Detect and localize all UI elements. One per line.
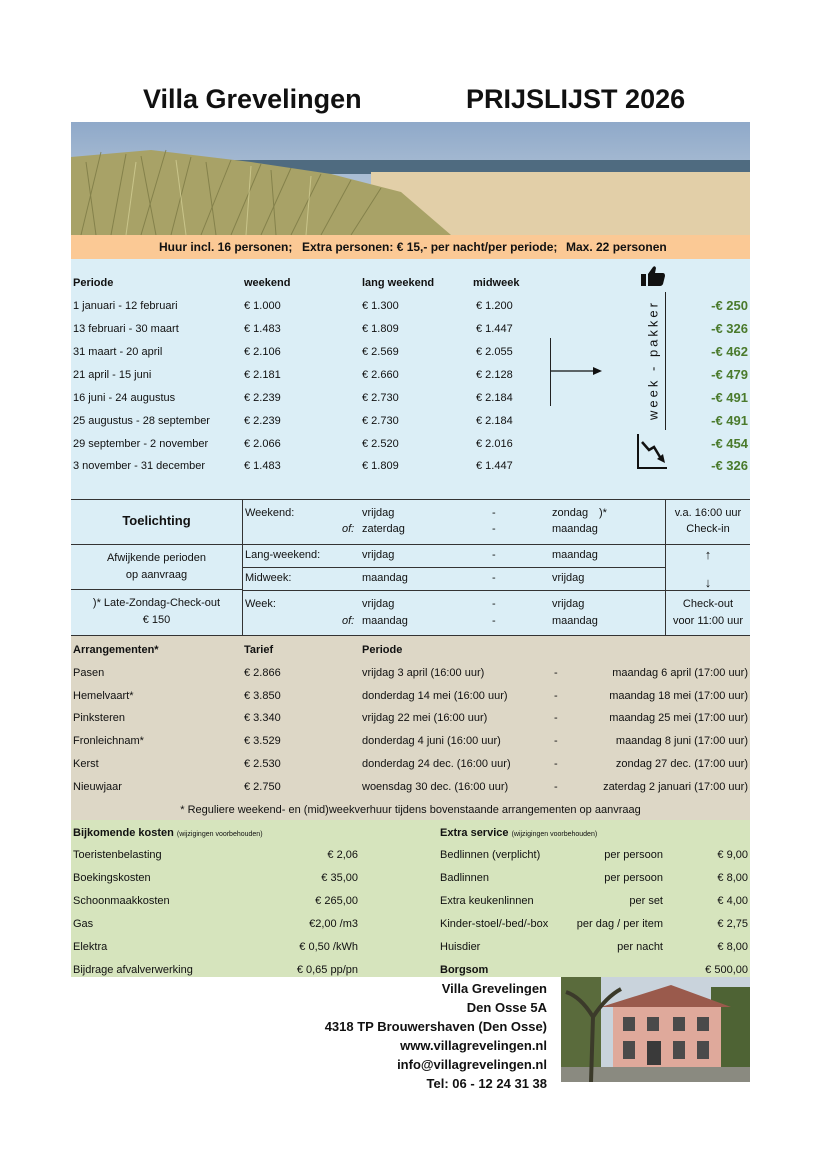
- arrangement-from: donderdag 14 mei (16:00 uur): [362, 690, 508, 702]
- row-weekend-price: € 2.239: [244, 415, 281, 427]
- row-mid-price: € 2.016: [476, 438, 513, 450]
- row-weekend-price: € 2.066: [244, 438, 281, 450]
- price-list-title: PRIJSLIJST 2026: [466, 84, 686, 114]
- service-price: € 8,00: [717, 941, 748, 953]
- late-checkout-marker: )*: [599, 507, 607, 519]
- service-name: Bedlinnen (verplicht): [440, 849, 541, 861]
- week-alt-start: maandag: [362, 615, 408, 627]
- row-discount: -€ 462: [711, 344, 748, 359]
- row-period: 1 januari - 12 februari: [73, 300, 178, 312]
- arrangement-price: € 2.530: [244, 758, 281, 770]
- row-period: 31 maart - 20 april: [73, 346, 163, 358]
- or-label: of:: [342, 523, 355, 535]
- service-name: Extra keukenlinnen: [440, 895, 534, 907]
- arrangement-to: zondag 27 dec. (17:00 uur): [615, 758, 748, 770]
- arrangement-from: donderdag 4 juni (16:00 uur): [362, 735, 501, 747]
- row-weekend-price: € 2.181: [244, 369, 281, 381]
- arrangement-name: Fronleichnam*: [73, 735, 144, 747]
- thumbs-up-icon: [640, 265, 666, 287]
- row-discount: -€ 326: [711, 458, 748, 473]
- weekend-label: Weekend:: [245, 507, 295, 519]
- divider: [71, 499, 750, 500]
- service-unit: per dag / per item: [576, 918, 663, 930]
- col-header-period: Periode: [73, 277, 114, 289]
- dash: -: [492, 507, 496, 519]
- arrow-right-icon: [551, 366, 603, 376]
- trend-down-icon: [636, 432, 668, 470]
- costs-title: Bijkomende kosten: [73, 827, 174, 839]
- week-alt-end: maandag: [552, 615, 598, 627]
- afwijkende-line2: op aanvraag: [125, 569, 188, 581]
- arrangement-name: Kerst: [73, 758, 99, 770]
- row-mid-price: € 1.200: [476, 300, 513, 312]
- service-unit: per persoon: [604, 872, 663, 884]
- row-mid-price: € 2.055: [476, 346, 513, 358]
- divider: [71, 589, 243, 590]
- midweek-label: Midweek:: [245, 572, 292, 584]
- cost-name: Boekingskosten: [73, 872, 151, 884]
- banner-included-persons: Huur incl. 16 personen;: [159, 240, 293, 254]
- toelichting-heading: Toelichting: [122, 513, 191, 528]
- service-price: € 2,75: [717, 918, 748, 930]
- cost-name: Gas: [73, 918, 94, 930]
- weekend-alt-start: zaterdag: [362, 523, 405, 535]
- cost-name: Toeristenbelasting: [73, 849, 162, 861]
- costs-note: (wijzigingen voorbehouden): [176, 831, 263, 838]
- row-long-price: € 1.300: [362, 300, 399, 312]
- checkin-label: Check-in: [686, 523, 730, 535]
- service-title: Extra service: [440, 827, 509, 839]
- arrangement-from: vrijdag 3 april (16:00 uur): [362, 667, 485, 679]
- cost-price: €2,00 /m3: [309, 918, 358, 930]
- week-label: Week:: [245, 598, 276, 610]
- dash: -: [492, 549, 496, 561]
- arrangement-name: Nieuwjaar: [73, 781, 122, 793]
- col-header-tarief: Tarief: [244, 644, 274, 656]
- dash: -: [492, 615, 496, 627]
- row-mid-price: € 1.447: [476, 460, 513, 472]
- cost-price: € 265,00: [315, 895, 358, 907]
- deposit-label: Borgsom: [440, 964, 489, 976]
- dash: -: [554, 735, 558, 747]
- dash: -: [492, 572, 496, 584]
- week-end: vrijdag: [552, 598, 585, 610]
- service-price: € 4,00: [717, 895, 748, 907]
- arrangement-to: maandag 18 mei (17:00 uur): [609, 690, 748, 702]
- checkin-time: v.a. 16:00 uur: [674, 507, 742, 519]
- row-discount: -€ 491: [711, 390, 748, 405]
- service-price: € 8,00: [717, 872, 748, 884]
- dash: -: [554, 758, 558, 770]
- arrangement-to: zaterdag 2 januari (17:00 uur): [603, 781, 748, 793]
- col-header-periode: Periode: [362, 644, 403, 656]
- deposit-price: € 500,00: [705, 964, 748, 976]
- checkout-label: Check-out: [682, 598, 734, 610]
- contact-street: Den Osse 5A: [466, 1000, 547, 1015]
- row-discount: -€ 454: [711, 436, 748, 451]
- divider: [243, 544, 750, 545]
- afwijkende-line1: Afwijkende perioden: [106, 552, 207, 564]
- row-discount: -€ 250: [711, 298, 748, 313]
- late-checkout-line2: € 150: [142, 614, 171, 626]
- midweek-start: maandag: [362, 572, 408, 584]
- dash: -: [554, 781, 558, 793]
- row-discount: -€ 491: [711, 413, 748, 428]
- arrangement-price: € 2.866: [244, 667, 281, 679]
- beach-photo: [71, 122, 750, 235]
- row-mid-price: € 1.447: [476, 323, 513, 335]
- row-period: 3 november - 31 december: [73, 460, 206, 472]
- long-weekend-label: Lang-weekend:: [245, 549, 321, 561]
- row-period: 21 april - 15 juni: [73, 369, 152, 381]
- row-long-price: € 2.569: [362, 346, 399, 358]
- service-price: € 9,00: [717, 849, 748, 861]
- arrangement-price: € 3.529: [244, 735, 281, 747]
- cost-name: Schoonmaakkosten: [73, 895, 170, 907]
- banner-max-persons: Max. 22 personen: [566, 240, 667, 254]
- dash: -: [554, 667, 558, 679]
- contact-email[interactable]: info@villagrevelingen.nl: [397, 1057, 547, 1072]
- row-period: 29 september - 2 november: [73, 438, 209, 450]
- arrow-down-icon: ↓: [704, 575, 712, 590]
- row-long-price: € 2.730: [362, 415, 399, 427]
- dash: -: [554, 690, 558, 702]
- villa-title: Villa Grevelingen: [143, 84, 362, 114]
- service-name: Kinder-stoel/-bed/-box: [440, 918, 549, 930]
- col-header-weekend: weekend: [244, 277, 291, 289]
- service-name: Badlinnen: [440, 872, 489, 884]
- contact-city: 4318 TP Brouwershaven (Den Osse): [324, 1019, 547, 1034]
- row-long-price: € 2.660: [362, 369, 399, 381]
- service-name: Huisdier: [440, 941, 481, 953]
- or-label: of:: [342, 615, 355, 627]
- dash: -: [492, 598, 496, 610]
- rental-info-banner: [71, 235, 750, 259]
- arrangement-name: Hemelvaart*: [73, 690, 134, 702]
- contact-phone: Tel: 06 - 12 24 31 38: [426, 1076, 547, 1091]
- weekend-day-end: zondag: [552, 507, 589, 519]
- row-mid-price: € 2.184: [476, 392, 513, 404]
- costs-heading: [73, 827, 263, 839]
- midweek-end: vrijdag: [552, 572, 585, 584]
- contact-name: Villa Grevelingen: [441, 981, 547, 996]
- service-unit: per persoon: [604, 849, 663, 861]
- row-weekend-price: € 1.000: [244, 300, 281, 312]
- cost-price: € 2,06: [327, 849, 358, 861]
- checkout-time: voor 11:00 uur: [672, 615, 744, 627]
- service-heading: [440, 827, 597, 839]
- cost-price: € 35,00: [321, 872, 358, 884]
- divider: [243, 590, 750, 591]
- arrangement-name: Pasen: [73, 667, 105, 679]
- col-header-midweek: midweek: [473, 277, 520, 289]
- arrangement-to: maandag 6 april (17:00 uur): [612, 667, 748, 679]
- service-unit: per set: [629, 895, 663, 907]
- arrangement-to: maandag 8 juni (17:00 uur): [615, 735, 748, 747]
- col-header-long-weekend: lang weekend: [362, 277, 435, 289]
- col-header-arrangements: Arrangementen*: [73, 644, 159, 656]
- row-period: 16 juni - 24 augustus: [73, 392, 176, 404]
- villa-photo: [561, 977, 750, 1082]
- week-pakker-line: [665, 292, 666, 430]
- row-mid-price: € 2.128: [476, 369, 513, 381]
- dash: -: [492, 523, 496, 535]
- long-weekend-start: vrijdag: [362, 549, 395, 561]
- banner-extra-persons: Extra personen: € 15,- per nacht/per periode;: [302, 240, 558, 254]
- week-pakker-text: week - pakker: [645, 300, 661, 420]
- week-start: vrijdag: [362, 598, 395, 610]
- row-weekend-price: € 2.239: [244, 392, 281, 404]
- row-weekend-price: € 1.483: [244, 323, 281, 335]
- cost-name: Elektra: [73, 941, 108, 953]
- row-long-price: € 2.730: [362, 392, 399, 404]
- cost-price: € 0,50 /kWh: [299, 941, 358, 953]
- cost-price: € 0,65 pp/pn: [296, 964, 358, 976]
- arrangement-price: € 3.340: [244, 712, 281, 724]
- arrangement-from: donderdag 24 dec. (16:00 uur): [362, 758, 511, 770]
- row-long-price: € 2.520: [362, 438, 399, 450]
- week-pakker-label: [646, 292, 660, 428]
- arrangement-from: vrijdag 22 mei (16:00 uur): [362, 712, 488, 724]
- contact-website[interactable]: www.villagrevelingen.nl: [400, 1038, 547, 1053]
- long-weekend-end: maandag: [552, 549, 598, 561]
- arrangements-footnote: * Reguliere weekend- en (mid)weekverhuur tijdens bovenstaande arrangementen op aanvraag: [180, 804, 641, 816]
- service-note: (wijzigingen voorbehouden): [511, 831, 598, 838]
- divider: [71, 544, 243, 545]
- row-discount: -€ 479: [711, 367, 748, 382]
- arrangement-price: € 3.850: [244, 690, 281, 702]
- dash: -: [554, 712, 558, 724]
- arrow-up-icon: ↑: [704, 547, 712, 562]
- arrangement-to: maandag 25 mei (17:00 uur): [609, 712, 748, 724]
- row-period: 13 februari - 30 maart: [73, 323, 179, 335]
- row-weekend-price: € 2.106: [244, 346, 281, 358]
- service-unit: per nacht: [617, 941, 663, 953]
- row-period: 25 augustus - 28 september: [73, 415, 210, 427]
- row-weekend-price: € 1.483: [244, 460, 281, 472]
- arrangement-name: Pinksteren: [73, 712, 125, 724]
- divider: [243, 567, 665, 568]
- row-long-price: € 1.809: [362, 323, 399, 335]
- row-mid-price: € 2.184: [476, 415, 513, 427]
- cost-name: Bijdrage afvalverwerking: [73, 964, 193, 976]
- weekend-day-start: vrijdag: [362, 507, 395, 519]
- arrangement-price: € 2.750: [244, 781, 281, 793]
- late-checkout-line1: )* Late-Zondag-Check-out: [92, 597, 221, 609]
- weekend-alt-end: maandag: [552, 523, 598, 535]
- row-discount: -€ 326: [711, 321, 748, 336]
- arrangement-from: woensdag 30 dec. (16:00 uur): [362, 781, 509, 793]
- row-long-price: € 1.809: [362, 460, 399, 472]
